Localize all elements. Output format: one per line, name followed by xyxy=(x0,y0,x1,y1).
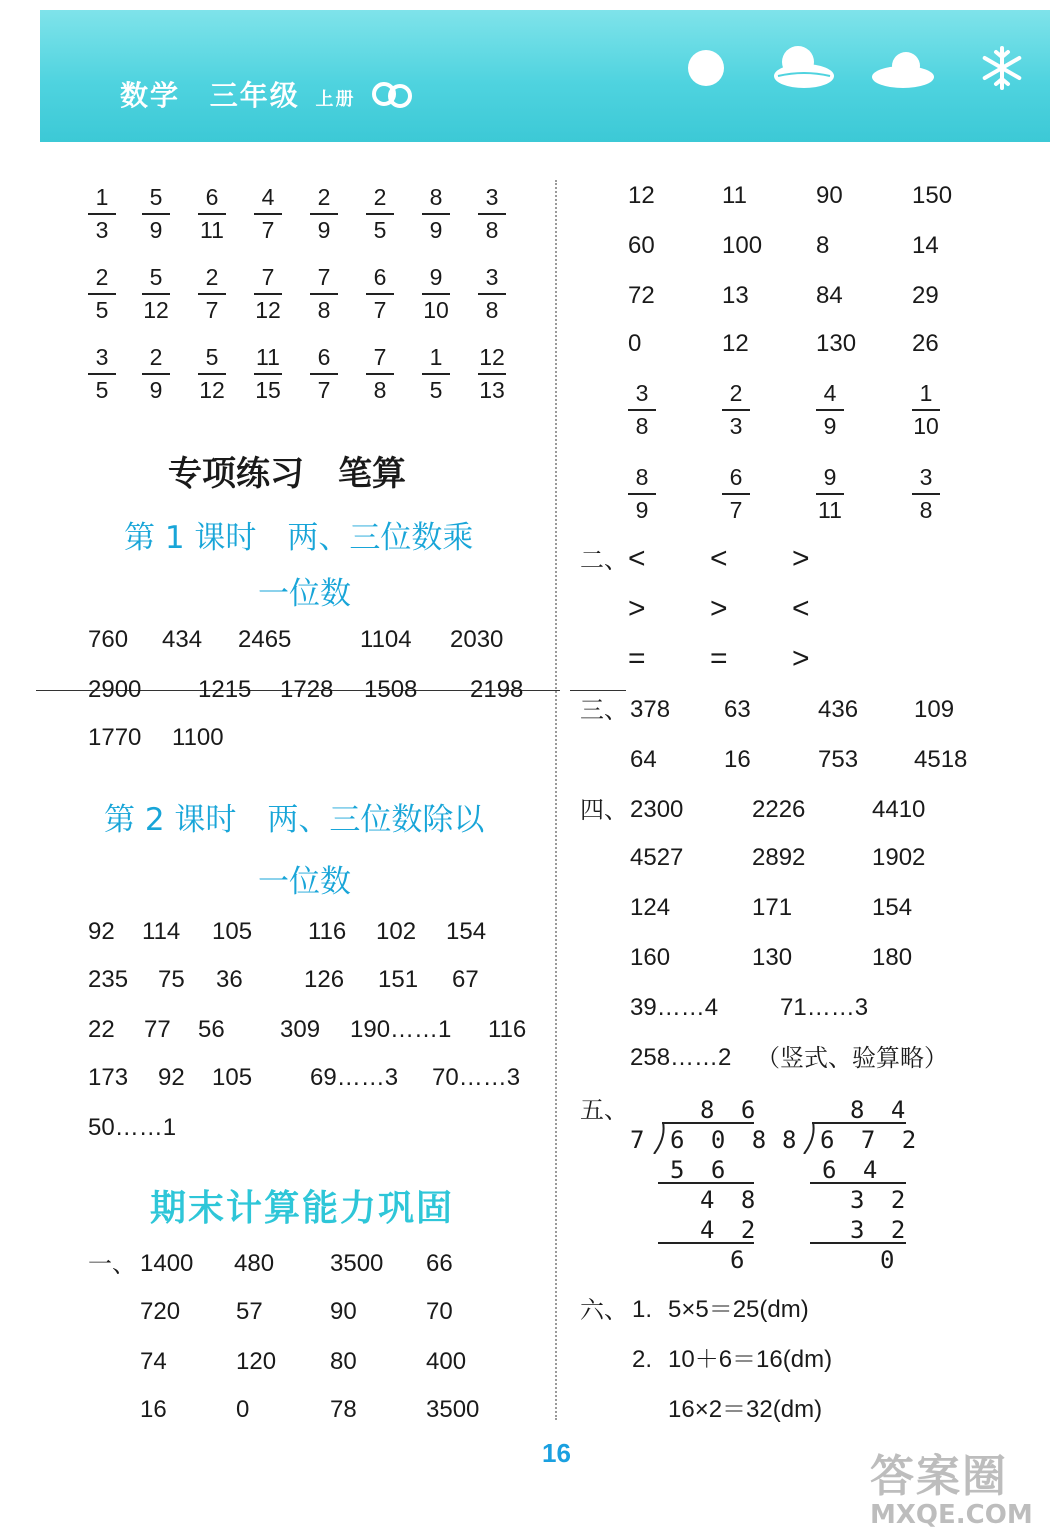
answer: 74 xyxy=(140,1348,167,1375)
compare-sign: < xyxy=(710,542,728,575)
quotient: 8 4 xyxy=(850,1096,912,1124)
division-bracket xyxy=(802,1122,816,1154)
answer: 753 xyxy=(818,746,859,773)
answer: 67 xyxy=(452,966,479,993)
answer: 378 xyxy=(630,696,671,723)
answer: 16 xyxy=(724,746,751,773)
fraction: 6 7 xyxy=(360,266,400,322)
answer: 130 xyxy=(816,330,857,357)
answer: 1104 xyxy=(360,626,412,653)
fraction: 9 10 xyxy=(423,264,449,323)
answer: 160 xyxy=(630,944,671,971)
answer: 90 xyxy=(816,182,843,209)
answer: 64 xyxy=(630,746,657,773)
answer: 171 xyxy=(752,894,793,921)
answer: 1215 xyxy=(198,676,252,703)
answer: 109 xyxy=(914,696,955,723)
answer: 173 xyxy=(88,1064,129,1091)
section-title: 专项练习 笔算 xyxy=(168,454,406,494)
division-bracket xyxy=(652,1122,666,1154)
answer: 4410 xyxy=(872,796,926,823)
answer: 434 xyxy=(162,626,203,653)
part2-label: 二、 xyxy=(580,546,628,574)
answer: 12 xyxy=(628,182,655,209)
column-divider xyxy=(555,180,557,1420)
divisor: 8 xyxy=(782,1126,803,1154)
answer: 720 xyxy=(140,1298,181,1325)
answer: 1508 xyxy=(364,676,418,703)
fraction: 3 5 xyxy=(82,346,122,402)
answer: 70……3 xyxy=(432,1064,521,1091)
answer: 1728 xyxy=(280,676,334,703)
fraction: 1 3 xyxy=(82,186,122,242)
answer: 309 xyxy=(280,1016,321,1043)
answer: 4518 xyxy=(914,746,968,773)
answer: 29 xyxy=(912,282,939,309)
answer: 0 xyxy=(236,1396,250,1423)
fraction: 5 12 xyxy=(199,344,225,403)
partial: 4 8 xyxy=(700,1186,762,1214)
subtract: 4 2 xyxy=(700,1216,762,1244)
fraction: 8 9 xyxy=(416,186,456,242)
answer: 1400 xyxy=(140,1250,194,1277)
answer: 105 xyxy=(212,918,253,945)
answer: 2030 xyxy=(450,626,504,653)
answer: 13 xyxy=(722,282,749,309)
watermark-logo: 答案圈 MXQE.COM xyxy=(870,1451,1033,1530)
fraction: 6 11 xyxy=(192,186,232,242)
answer: 126 xyxy=(304,966,345,993)
fraction: 5 12 xyxy=(143,264,169,323)
answer: 102 xyxy=(376,918,417,945)
fraction: 2 5 xyxy=(360,186,400,242)
part1-label: 一、 xyxy=(88,1250,136,1278)
answer: 2226 xyxy=(752,796,806,823)
fraction: 3 8 xyxy=(472,266,512,322)
answer: 116 xyxy=(488,1016,527,1043)
answer: 56 xyxy=(198,1016,225,1043)
part3-label: 三、 xyxy=(580,696,628,724)
compare-sign: < xyxy=(628,542,646,575)
fraction: 3 8 xyxy=(622,382,662,438)
answer: 480 xyxy=(234,1250,275,1277)
answer: 100 xyxy=(722,232,763,259)
fraction: 2 3 xyxy=(716,382,756,438)
fraction: 8 9 xyxy=(622,466,662,522)
fraction: 4 7 xyxy=(248,186,288,242)
fraction: 6 7 xyxy=(304,346,344,402)
answer: 760 xyxy=(88,626,129,653)
answer: 60 xyxy=(628,232,655,259)
answer: 70 xyxy=(426,1298,453,1325)
fraction: 1 10 xyxy=(913,380,939,439)
answer: 69……3 xyxy=(310,1064,399,1091)
answer: 75 xyxy=(158,966,185,993)
equation: 16×2＝32(dm) xyxy=(668,1396,823,1423)
answer: 4527 xyxy=(630,844,684,871)
part4-label: 四、 xyxy=(580,796,628,824)
answer: 36 xyxy=(216,966,243,993)
answer: 1100 xyxy=(172,724,224,751)
answer: 2465 xyxy=(238,626,292,653)
partial: 3 2 xyxy=(850,1186,912,1214)
fraction: 2 9 xyxy=(136,346,176,402)
remainder: 6 xyxy=(730,1246,751,1274)
note: （竖式、验算略） xyxy=(756,1044,948,1072)
compare-sign: > xyxy=(628,592,646,625)
book-title xyxy=(120,74,356,114)
fraction: 2 7 xyxy=(192,266,232,322)
equation: 10＋6＝16(dm) xyxy=(668,1346,833,1373)
rings-icon xyxy=(370,72,414,116)
fraction: 11 15 xyxy=(255,344,281,403)
answer: 39……4 xyxy=(630,994,719,1021)
answer: 8 xyxy=(816,232,830,259)
cloud-icon xyxy=(870,50,936,90)
dividend: 6 0 8 xyxy=(670,1126,773,1154)
fraction: 5 9 xyxy=(136,186,176,242)
answer: 16 xyxy=(140,1396,167,1423)
quotient: 8 6 xyxy=(700,1096,762,1124)
compare-sign: = xyxy=(710,642,728,675)
fraction: 7 8 xyxy=(360,346,400,402)
divisor: 7 xyxy=(630,1126,651,1154)
division-bar xyxy=(812,1122,906,1124)
answer: 66 xyxy=(426,1250,453,1277)
final-review-title: 期末计算能力巩固 xyxy=(150,1188,455,1229)
answer: 154 xyxy=(446,918,487,945)
answer: 120 xyxy=(236,1348,277,1375)
answer: 258……2 xyxy=(630,1044,732,1071)
answer: 11 xyxy=(722,182,747,209)
answer: 84 xyxy=(816,282,843,309)
answer: 150 xyxy=(912,182,953,209)
answer: 77 xyxy=(144,1016,171,1043)
answer: 105 xyxy=(212,1064,253,1091)
dividend: 6 7 2 xyxy=(820,1126,923,1154)
answer: 2198 xyxy=(470,676,524,703)
grade: 三年级 xyxy=(209,79,300,112)
sun-icon xyxy=(686,48,726,88)
equation: 5×5＝25(dm) xyxy=(668,1296,809,1323)
lesson1-title-cont: 一位数 xyxy=(258,576,351,612)
fraction: 4 9 xyxy=(810,382,850,438)
answer: 190……1 xyxy=(350,1016,452,1043)
answer: 130 xyxy=(752,944,793,971)
lesson2-title-cont: 一位数 xyxy=(258,864,351,900)
subtract: 3 2 xyxy=(850,1216,912,1244)
fraction: 1 5 xyxy=(416,346,456,402)
fraction: 3 8 xyxy=(472,186,512,242)
rule xyxy=(658,1182,754,1184)
header-banner xyxy=(40,10,1050,142)
fraction: 6 7 xyxy=(716,466,756,522)
part5-label: 五、 xyxy=(580,1096,628,1124)
answer: 1770 xyxy=(88,724,142,751)
fraction: 12 13 xyxy=(479,344,505,403)
compare-sign: = xyxy=(628,642,646,675)
answer: 3500 xyxy=(426,1396,480,1423)
answer: 1902 xyxy=(872,844,926,871)
answer: 124 xyxy=(630,894,671,921)
answer: 12 xyxy=(722,330,749,357)
answer: 0 xyxy=(628,330,642,357)
answer: 92 xyxy=(88,918,115,945)
item-number: 1. xyxy=(632,1296,653,1323)
answer: 26 xyxy=(912,330,939,357)
answer: 80 xyxy=(330,1348,357,1375)
answer: 154 xyxy=(872,894,913,921)
fraction: 3 8 xyxy=(906,466,946,522)
answer: 50……1 xyxy=(88,1114,177,1141)
answer: 436 xyxy=(818,696,859,723)
compare-sign: < xyxy=(792,592,810,625)
answer: 71……3 xyxy=(780,994,869,1021)
answer: 90 xyxy=(330,1298,357,1325)
answer: 2900 xyxy=(88,676,142,703)
snowflake-icon xyxy=(978,44,1026,92)
answer: 3500 xyxy=(330,1250,384,1277)
fraction: 7 12 xyxy=(255,264,281,323)
answer: 116 xyxy=(308,918,347,945)
answer: 63 xyxy=(724,696,751,723)
item-number: 2. xyxy=(632,1346,653,1373)
answer: 78 xyxy=(330,1396,357,1423)
subject: 数学 xyxy=(120,79,181,112)
rule xyxy=(810,1242,906,1244)
division-bar xyxy=(662,1122,754,1124)
page-number: 16 xyxy=(542,1438,571,1468)
compare-sign: > xyxy=(710,592,728,625)
cloud-sun-icon xyxy=(770,44,834,90)
answer: 400 xyxy=(426,1348,467,1375)
answer: 235 xyxy=(88,966,129,993)
rule xyxy=(810,1182,906,1184)
lesson2-title: 第 2 课时 两、三位数除以 xyxy=(104,802,485,838)
part6-label: 六、 xyxy=(580,1296,628,1324)
answer: 2892 xyxy=(752,844,806,871)
lesson1-title: 第 1 课时 两、三位数乘 xyxy=(124,520,474,556)
answer: 92 xyxy=(158,1064,185,1091)
compare-sign: > xyxy=(792,542,810,575)
answer: 22 xyxy=(88,1016,115,1043)
subtract: 5 6 xyxy=(670,1156,732,1184)
answer: 114 xyxy=(142,918,181,945)
answer: 151 xyxy=(378,966,419,993)
cut-line-right xyxy=(570,690,626,691)
subtract: 6 4 xyxy=(822,1156,884,1184)
answer: 14 xyxy=(912,232,939,259)
volume: 上册 xyxy=(315,89,356,110)
answer: 180 xyxy=(872,944,913,971)
fraction: 7 8 xyxy=(304,266,344,322)
answer: 2300 xyxy=(630,796,684,823)
answer: 72 xyxy=(628,282,655,309)
remainder: 0 xyxy=(880,1246,901,1274)
rule xyxy=(658,1242,754,1244)
fraction: 9 11 xyxy=(810,466,850,522)
fraction: 2 9 xyxy=(304,186,344,242)
compare-sign: > xyxy=(792,642,810,675)
fraction: 2 5 xyxy=(82,266,122,322)
answer: 57 xyxy=(236,1298,263,1325)
